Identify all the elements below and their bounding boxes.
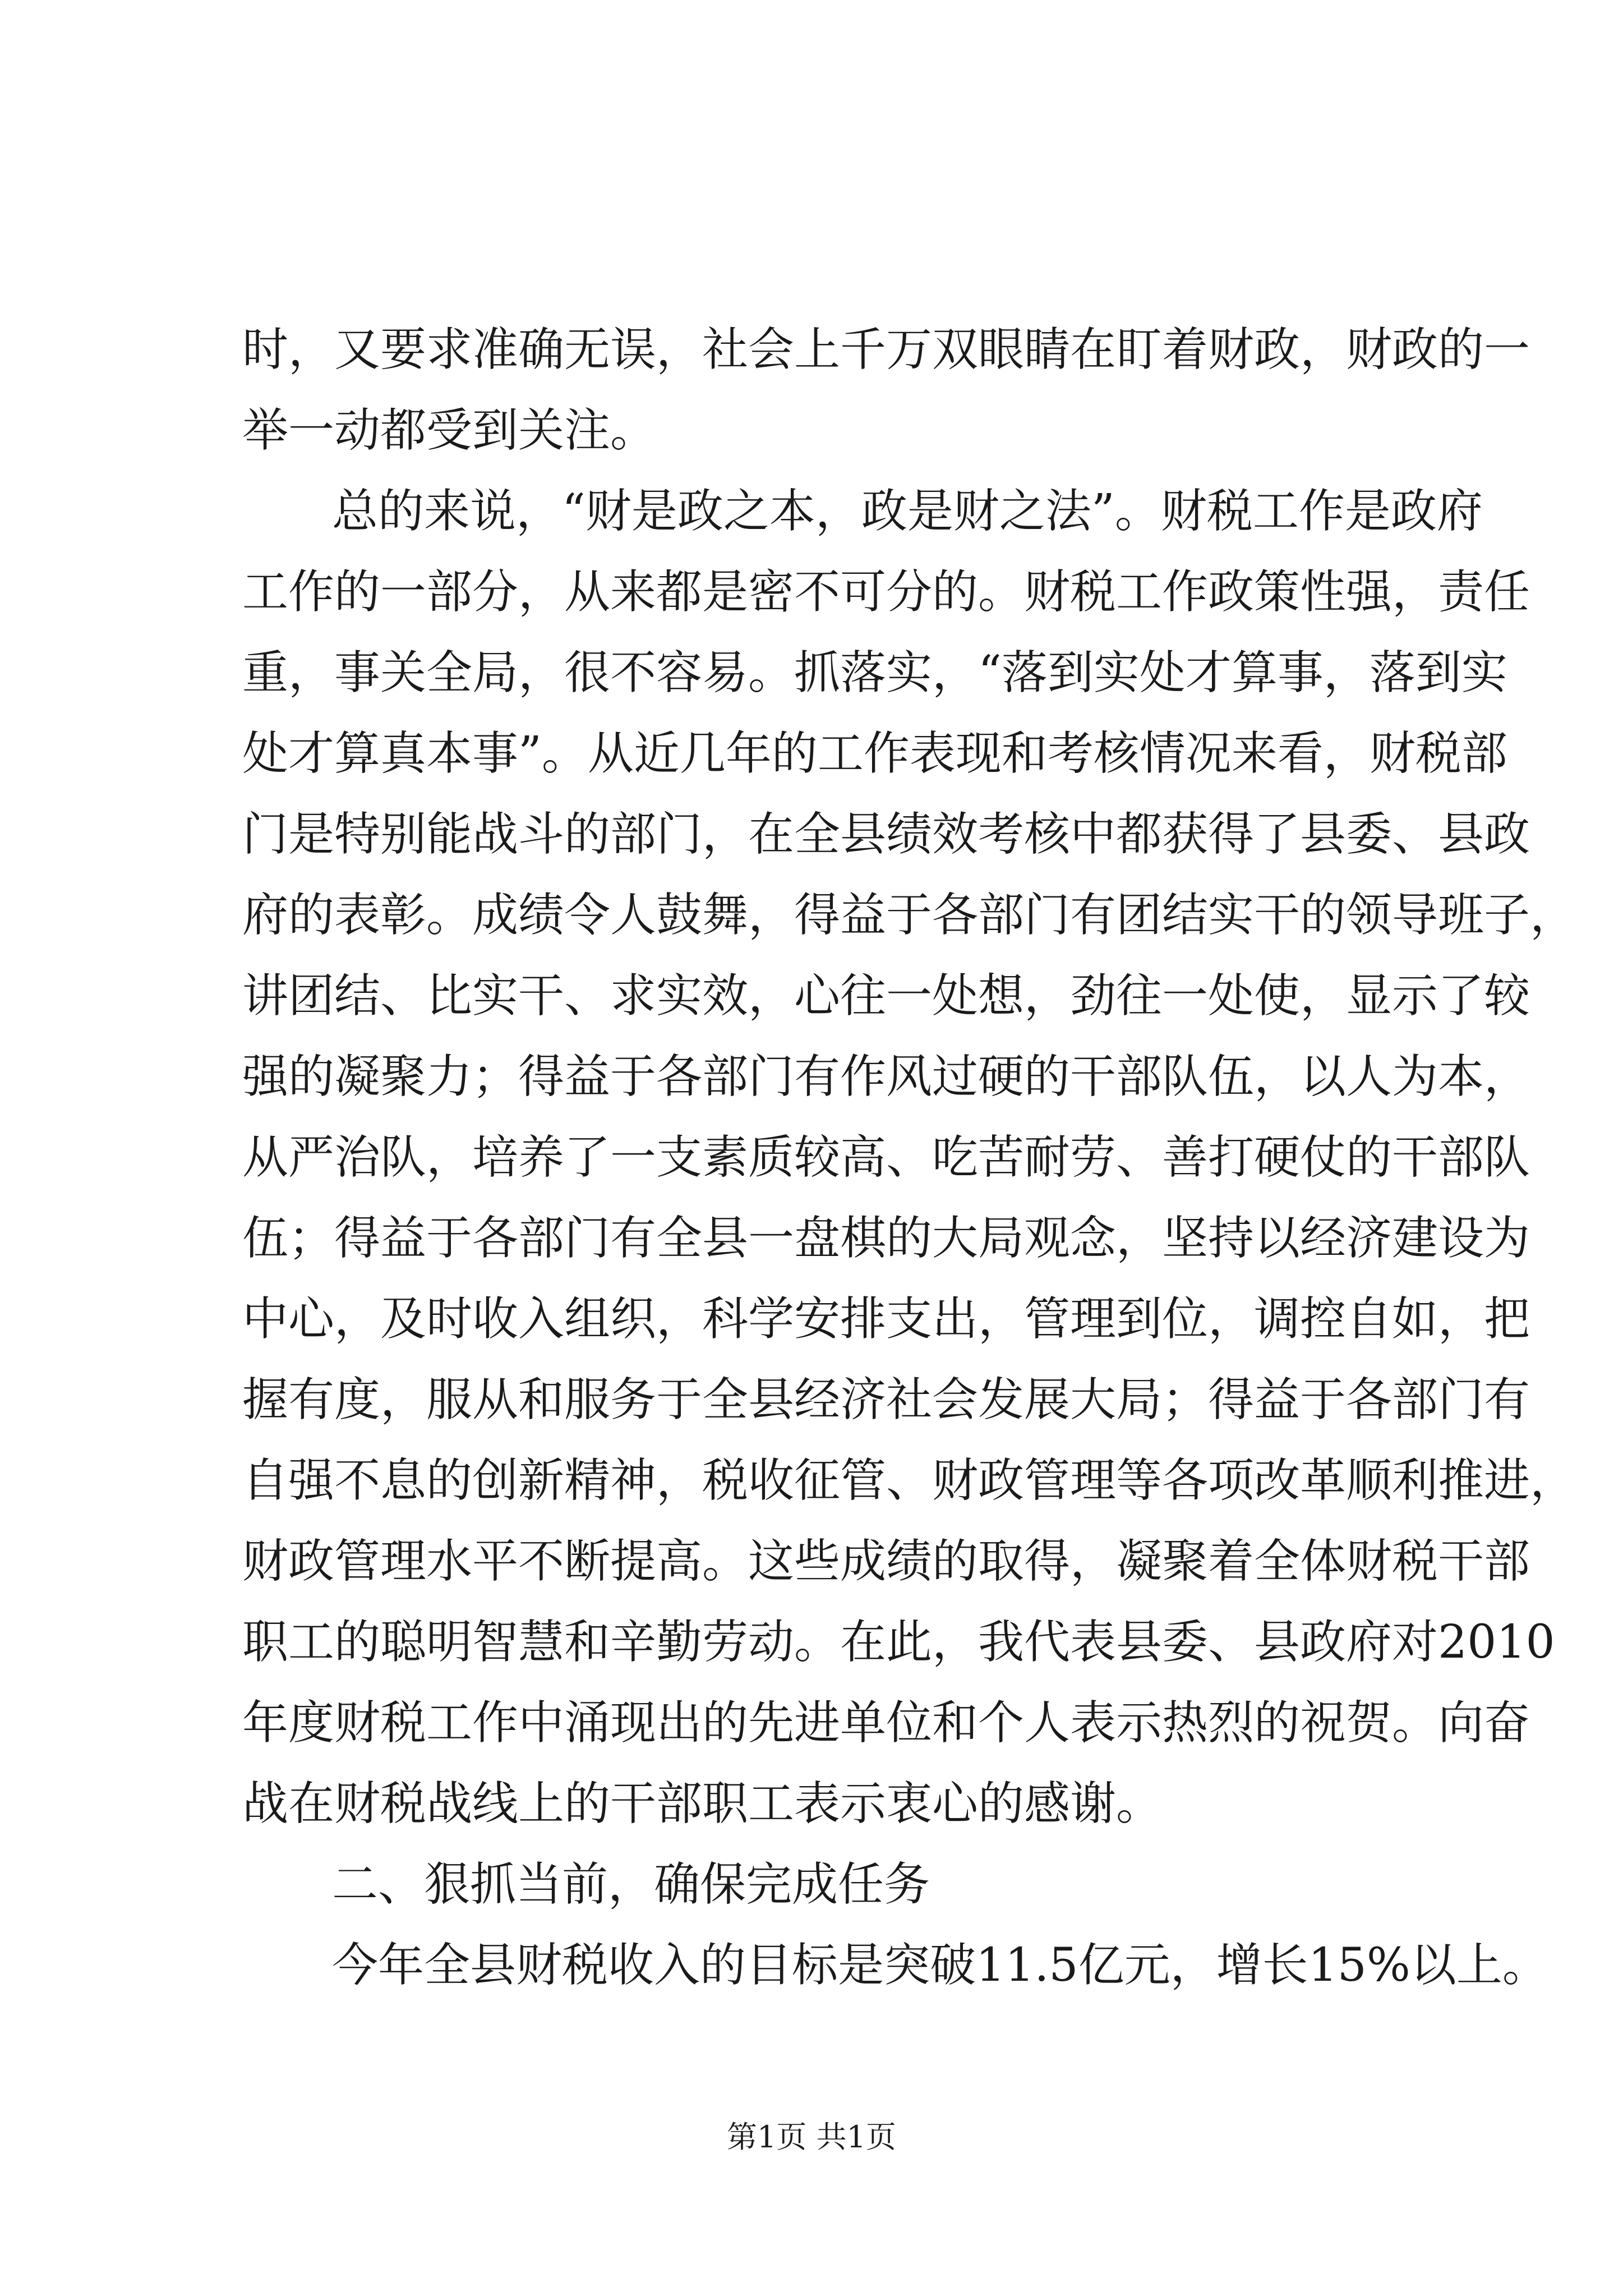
text-line: 职工的聪明智慧和辛勤劳动。在此，我代表县委、县政府对2010: [242, 1616, 1555, 1669]
page-number-footer: 第1页 共1页: [727, 2119, 896, 2155]
text-line: 强的凝聚力；得益于各部门有作风过硬的干部队伍，以人为本，: [242, 1050, 1530, 1103]
text-line: 重，事关全局，很不容易。抓落实，“落到实处才算事，落到实: [242, 646, 1507, 700]
paragraph-first-line: 总的来说，“财是政之本，政是财之法”。财税工作是政府: [332, 485, 1483, 538]
text-line: 处才算真本事”。从近几年的工作表现和考核情况来看，财税部: [242, 727, 1507, 780]
text-line: 年度财税工作中涌现出的先进单位和个人表示热烈的祝贺。向奋: [242, 1696, 1530, 1750]
text-line: 举一动都受到关注。: [242, 404, 657, 457]
paragraph-first-line: 今年全县财税收入的目标是突破11.5亿元，增长15%以上。: [332, 1939, 1548, 1992]
text-line: 府的表彰。成绩令人鼓舞，得益于各部门有团结实干的领导班子，: [242, 889, 1576, 942]
text-line: 握有度，服从和服务于全县经济社会发展大局；得益于各部门有: [242, 1373, 1530, 1427]
text-line: 从严治队，培养了一支素质较高、吃苦耐劳、善打硬仗的干部队: [242, 1131, 1530, 1184]
text-line: 伍；得益于各部门有全县一盘棋的大局观念，坚持以经济建设为: [242, 1212, 1530, 1265]
text-line: 中心，及时收入组织，科学安排支出，管理到位，调控自如，把: [242, 1292, 1530, 1346]
text-line: 工作的一部分，从来都是密不可分的。财税工作政策性强，责任: [242, 565, 1530, 619]
text-line: 门是特别能战斗的部门，在全县绩效考核中都获得了县委、县政: [242, 808, 1530, 861]
text-line: 财政管理水平不断提高。这些成绩的取得，凝聚着全体财税干部: [242, 1535, 1530, 1588]
text-line: 自强不息的创新精神，税收征管、财政管理等各项改革顺利推进，: [242, 1454, 1576, 1507]
text-line: 战在财税战线上的干部职工表示衷心的感谢。: [242, 1777, 1163, 1830]
text-line: 讲团结、比实干、求实效，心往一处想，劲往一处使，显示了较: [242, 969, 1530, 1023]
text-line: 时，又要求准确无误，社会上千万双眼睛在盯着财政，财政的一: [242, 323, 1530, 376]
section-heading: 二、狠抓当前，确保完成任务: [332, 1858, 930, 1911]
